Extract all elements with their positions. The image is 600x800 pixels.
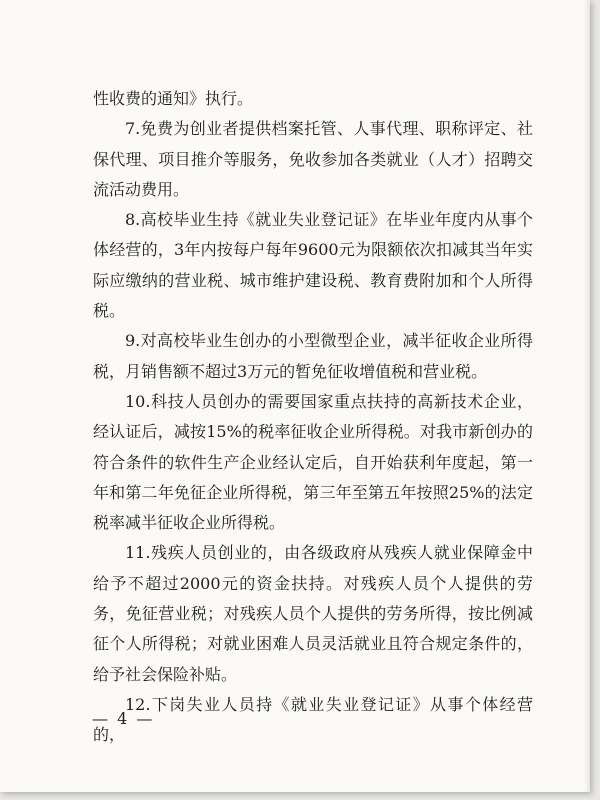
paragraph-continuation: 性收费的通知》执行。	[93, 89, 254, 108]
paragraph-item-8: 8.高校毕业生持《就业失业登记证》在毕业年度内从事个体经营的，3年内按每户每年9600元为限额依次扣减其当年实际应缴纳的营业税、城市维护建设税、教育费附加和个人所得税。	[93, 210, 533, 321]
paragraph-item-7: 7.免费为创业者提供档案托管、人事代理、职称评定、社保代理、项目推介等服务，免收参加各类就业（人才）招聘交流活动费用。	[93, 119, 533, 199]
document-body	[93, 84, 533, 751]
paragraph-item-10: 10.科技人员创办的需要国家重点扶持的高新技术企业，经认证后，减按15%的税率征收企业所得税。对我市新创办的符合条件的软件生产企业经认定后，自开始获利年度起，第一年和第二年免征企业所得税，第三年至第五年按照25%的法定税率减半征收企业所得税。	[93, 391, 533, 533]
page-number: — 4 —	[92, 709, 155, 728]
paragraph-item-9: 9.对高校毕业生创办的小型微型企业，减半征收企业所得税，月销售额不超过3万元的暂免征收增值税和营业税。	[93, 331, 533, 381]
paragraph-item-12: 12.下岗失业人员持《就业失业登记证》从事个体经营的，	[93, 694, 533, 745]
paragraph-item-11: 11.残疾人员创业的，由各级政府从残疾人就业保障金中给予不超过2000元的资金扶持。对残疾人员个人提供的劳务，免征营业税；对残疾人员个人提供的劳务所得，按比例减征个人所得税；对就业困难人员灵活就业且符合规定条件的，给予社会保险补贴。	[93, 543, 533, 684]
